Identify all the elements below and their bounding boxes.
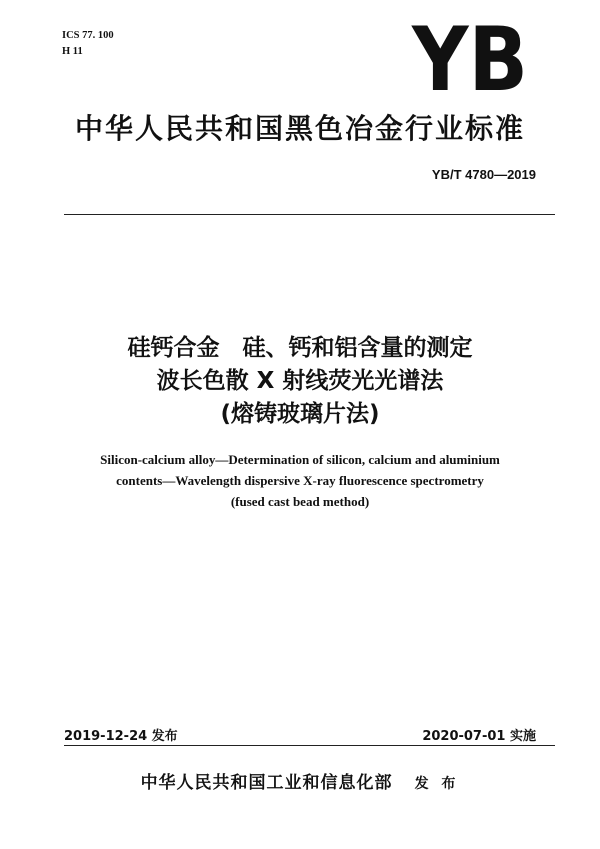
ccs-code: H 11 (62, 46, 83, 57)
yb-logo-text: YB (411, 8, 528, 111)
issue-date: 2019-12-24 发布 (64, 729, 178, 744)
ics-code: ICS 77. 100 (62, 30, 114, 41)
chinese-title-line-3: (熔铸玻璃片法) (220, 401, 380, 427)
yb-logo (411, 8, 528, 111)
english-title-line-1: Silicon-calcium alloy—Determination of silicon, calcium and aluminium (100, 452, 500, 467)
publisher-name: 中华人民共和国工业和信息化部 (140, 773, 393, 793)
chinese-title-line-1: 硅钙合金 硅、钙和铝含量的测定 (127, 335, 473, 361)
english-title-line-3: (fused cast bead method) (230, 494, 370, 509)
chinese-title-line-2: 波长色散 X 射线荧光光谱法 (156, 368, 444, 394)
english-title (0, 449, 600, 512)
classification-codes (62, 28, 114, 60)
english-title-line-2: contents—Wavelength dispersive X-ray fluorescence spectrometry (116, 473, 484, 488)
org-title: 中华人民共和国黑色冶金行业标准 (74, 112, 525, 145)
standard-number: YB/T 4780—2019 (431, 167, 536, 182)
top-divider (64, 214, 555, 215)
implementation-date: 2020-07-01 实施 (422, 729, 536, 744)
publisher-verb: 发 布 (414, 776, 460, 792)
bottom-divider (64, 745, 555, 746)
publisher (0, 768, 600, 793)
chinese-title (0, 332, 600, 431)
